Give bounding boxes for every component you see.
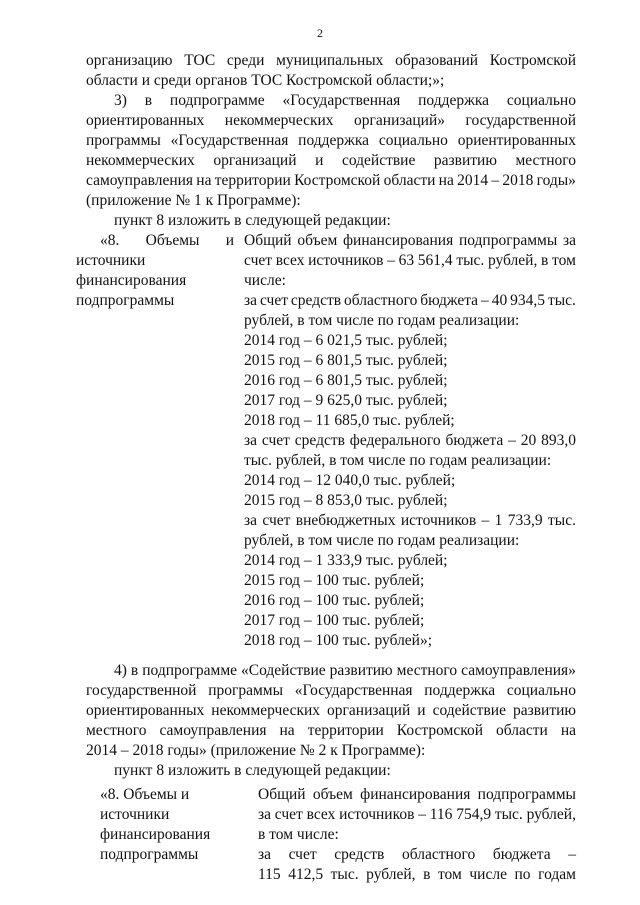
text-line: государственной программы «Государственная поддержка социально <box>86 682 576 699</box>
text-line: за счет внебюджетных источников – 1 733,9 тыс. <box>244 512 576 529</box>
text-line: (приложение № 1 к Программе): <box>86 192 301 209</box>
text-line: самоуправления на территории Костромской области на 2014 – 2018 годы» <box>86 172 576 189</box>
text-line: источники <box>100 806 170 823</box>
text-line: за счет средств областного бюджета – 40 934,5 тыс. <box>244 292 576 309</box>
text-line: за счет всех источников – 116 754,9 тыс. рублей, <box>258 806 576 823</box>
text-line: 115 412,5 тыс. рублей, в том числе по годам <box>258 866 576 883</box>
text-line: программы «Государственная поддержка социально ориентированных <box>86 132 576 149</box>
text-line: 2015 год – 100 тыс. рублей; <box>244 572 425 589</box>
text-line: «8. Объемы и <box>100 232 234 249</box>
text-line: 2015 год – 8 853,0 тыс. рублей; <box>244 492 448 509</box>
text-line: Общий объем финансирования подпрограммы <box>258 786 576 803</box>
text-line: «8. Объемы и <box>100 786 190 803</box>
text-line: 2014 год – 1 333,9 тыс. рублей; <box>244 552 448 569</box>
text-line: 2018 год – 100 тыс. рублей»; <box>244 632 433 649</box>
text-line: 3) в подпрограмме «Государственная поддержка социально <box>114 92 576 109</box>
text-line: счет всех источников – 63 561,4 тыс. рублей, в том <box>244 252 576 269</box>
text-line: финансирования <box>100 826 211 843</box>
text-line: в том числе: <box>258 826 339 843</box>
text-line: ориентированных некоммерческих организаций и содействие развитию <box>86 702 576 719</box>
text-line: некоммерческих организаций и содействие развитию местного <box>86 152 576 169</box>
text-line: 2014 год – 6 021,5 тыс. рублей; <box>244 332 448 349</box>
text-line: финансирования <box>76 272 187 289</box>
text-line: подпрограммы <box>76 292 175 309</box>
text-line: рублей, в том числе по годам реализации: <box>244 312 520 329</box>
text-line: 2018 год – 11 685,0 тыс. рублей; <box>244 412 455 429</box>
text-line: пункт 8 изложить в следующей редакции: <box>114 762 391 779</box>
text-line: числе: <box>244 272 286 289</box>
text-line: 2015 год – 6 801,5 тыс. рублей; <box>244 352 448 369</box>
text-line: области и среди органов ТОС Костромской области;»; <box>86 72 445 89</box>
text-line: за счет средств областного бюджета – <box>258 846 576 863</box>
text-line: тыс. рублей, в том числе по годам реализации: <box>244 452 552 469</box>
text-line: за счет средств федерального бюджета – 20 893,0 <box>244 432 576 449</box>
text-line: ориентированных некоммерческих организаций» государственной <box>86 112 576 129</box>
text-line: рублей, в том числе по годам реализации: <box>244 532 520 549</box>
text-line: 2017 год – 100 тыс. рублей; <box>244 612 425 629</box>
text-line: 2014 – 2018 годы» (приложение № 2 к Программе): <box>86 742 426 759</box>
text-line: источники <box>76 252 146 269</box>
text-line: 2016 год – 100 тыс. рублей; <box>244 592 425 609</box>
text-line: пункт 8 изложить в следующей редакции: <box>114 212 391 229</box>
text-line: 2016 год – 6 801,5 тыс. рублей; <box>244 372 448 389</box>
text-line: местного самоуправления на территории Костромской области на <box>86 722 576 739</box>
text-line: организацию ТОС среди муниципальных образований Костромской <box>86 52 576 69</box>
text-line: 4) в подпрограмме «Содействие развитию местного самоуправления» <box>114 662 576 679</box>
text-line: 2017 год – 9 625,0 тыс. рублей; <box>244 392 448 409</box>
text-line: Общий объем финансирования подпрограммы за <box>244 232 576 249</box>
text-line: 2014 год – 12 040,0 тыс. рублей; <box>244 472 456 489</box>
page-number: 2 <box>317 26 323 40</box>
text-line: подпрограммы <box>100 846 199 863</box>
